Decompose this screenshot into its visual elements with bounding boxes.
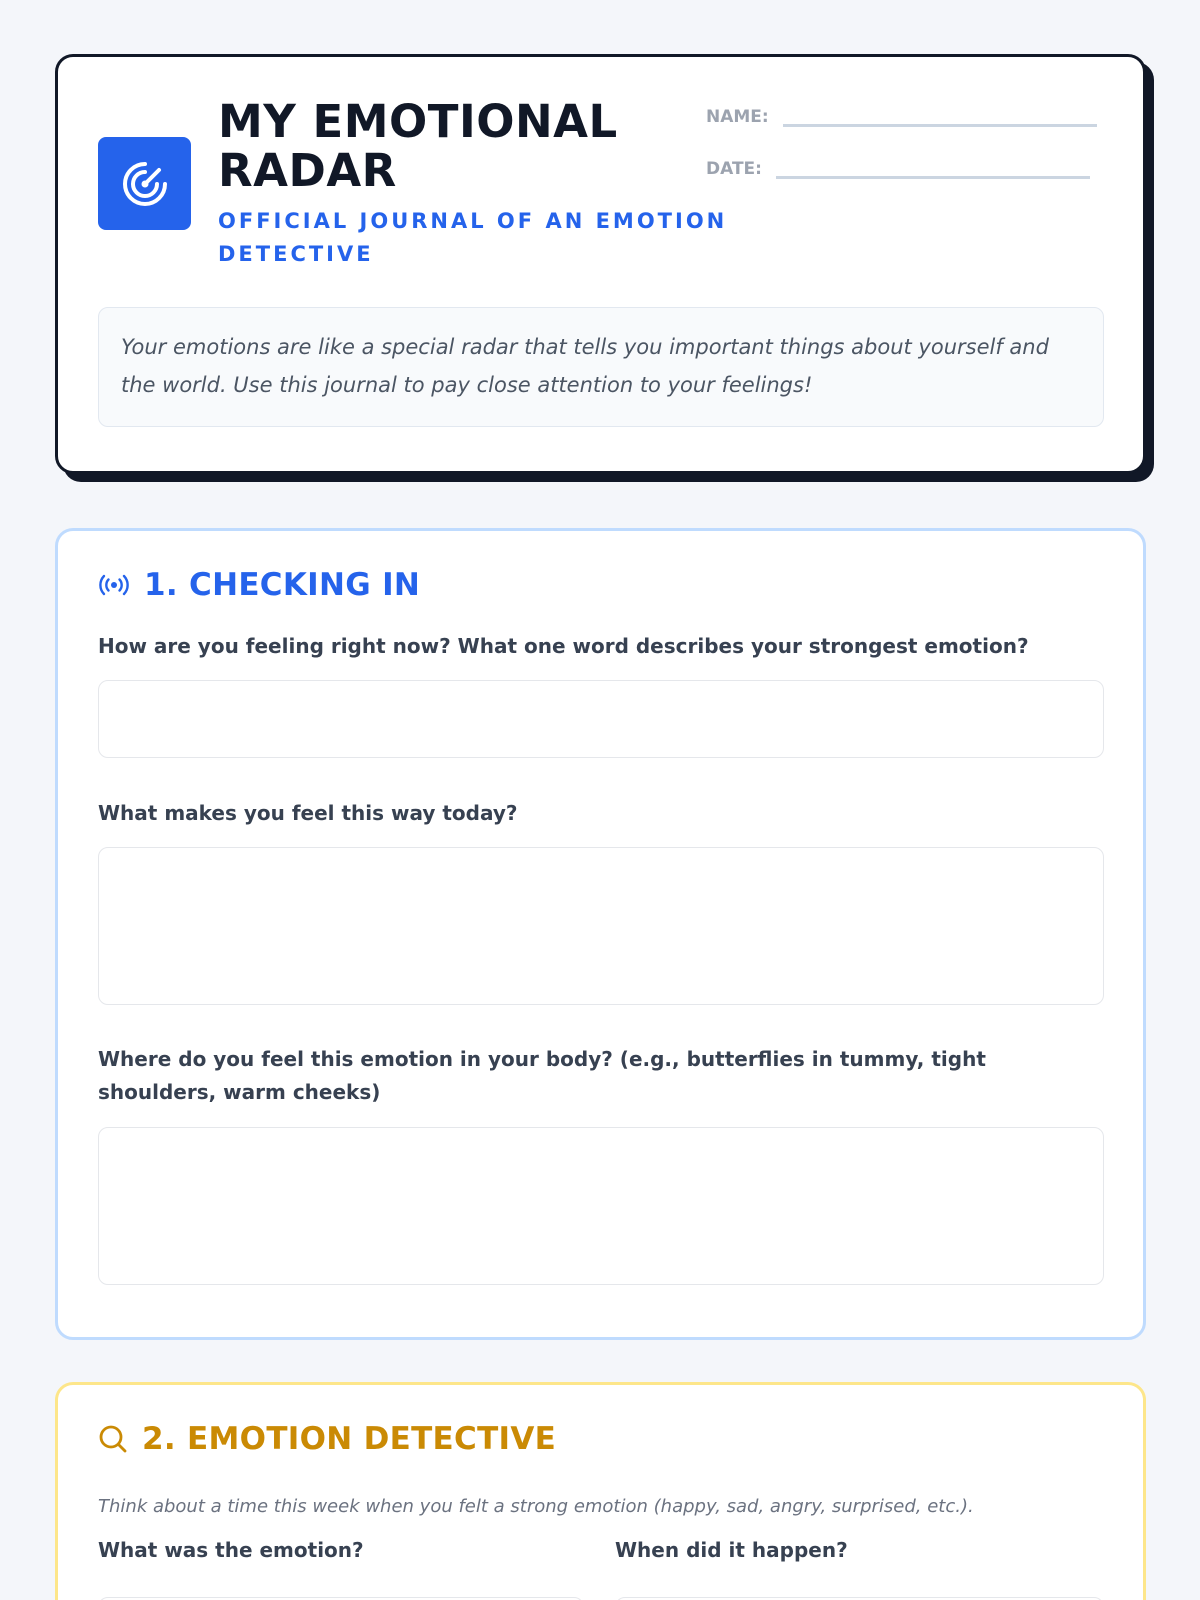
question-what-makes-you-feel: What makes you feel this way today? [98, 801, 518, 825]
date-label: DATE: [706, 159, 762, 179]
radar-icon [119, 158, 171, 210]
section2-hint: Think about a time this week when you felt a strong emotion (happy, sad, angry, surprised, etc.). [98, 1496, 974, 1517]
section-emotion-detective [55, 1382, 1146, 1600]
section2-title: 2. EMOTION DETECTIVE [142, 1421, 557, 1457]
question-what-emotion: What was the emotion? [98, 1538, 364, 1562]
journal-subtitle: OFFICIAL JOURNAL OF AN EMOTION DETECTIVE [218, 209, 728, 266]
section-checking-in [55, 528, 1146, 1340]
name-field[interactable] [706, 107, 1097, 127]
journal-title: MY EMOTIONAL RADAR [218, 95, 618, 197]
answer-body-feeling[interactable] [98, 1127, 1104, 1285]
question-when-happen: When did it happen? [615, 1538, 848, 1562]
date-input-line[interactable] [776, 176, 1090, 179]
broadcast-icon [98, 573, 130, 597]
question-body-feeling: Where do you feel this emotion in your body? (e.g., butterflies in tummy, tight shoulders, warm cheeks) [98, 1047, 986, 1104]
name-label: NAME: [706, 107, 769, 127]
answer-strongest-emotion[interactable] [98, 680, 1104, 758]
date-field[interactable] [706, 159, 1090, 179]
name-input-line[interactable] [783, 124, 1097, 127]
journal-header-card [55, 54, 1146, 474]
section1-title: 1. CHECKING IN [144, 567, 421, 603]
title-block [218, 97, 758, 271]
search-icon [98, 1424, 128, 1454]
answer-what-makes-you-feel[interactable] [98, 847, 1104, 1005]
intro-text: Your emotions are like a special radar that tells you important things about yourself and the world. Use this journal to pay close attention to your feelings! [98, 307, 1104, 427]
radar-logo [98, 137, 191, 230]
section1-heading [98, 567, 420, 603]
section2-heading [98, 1421, 556, 1457]
question-strongest-emotion: How are you feeling right now? What one word describes your strongest emotion? [98, 634, 1029, 658]
